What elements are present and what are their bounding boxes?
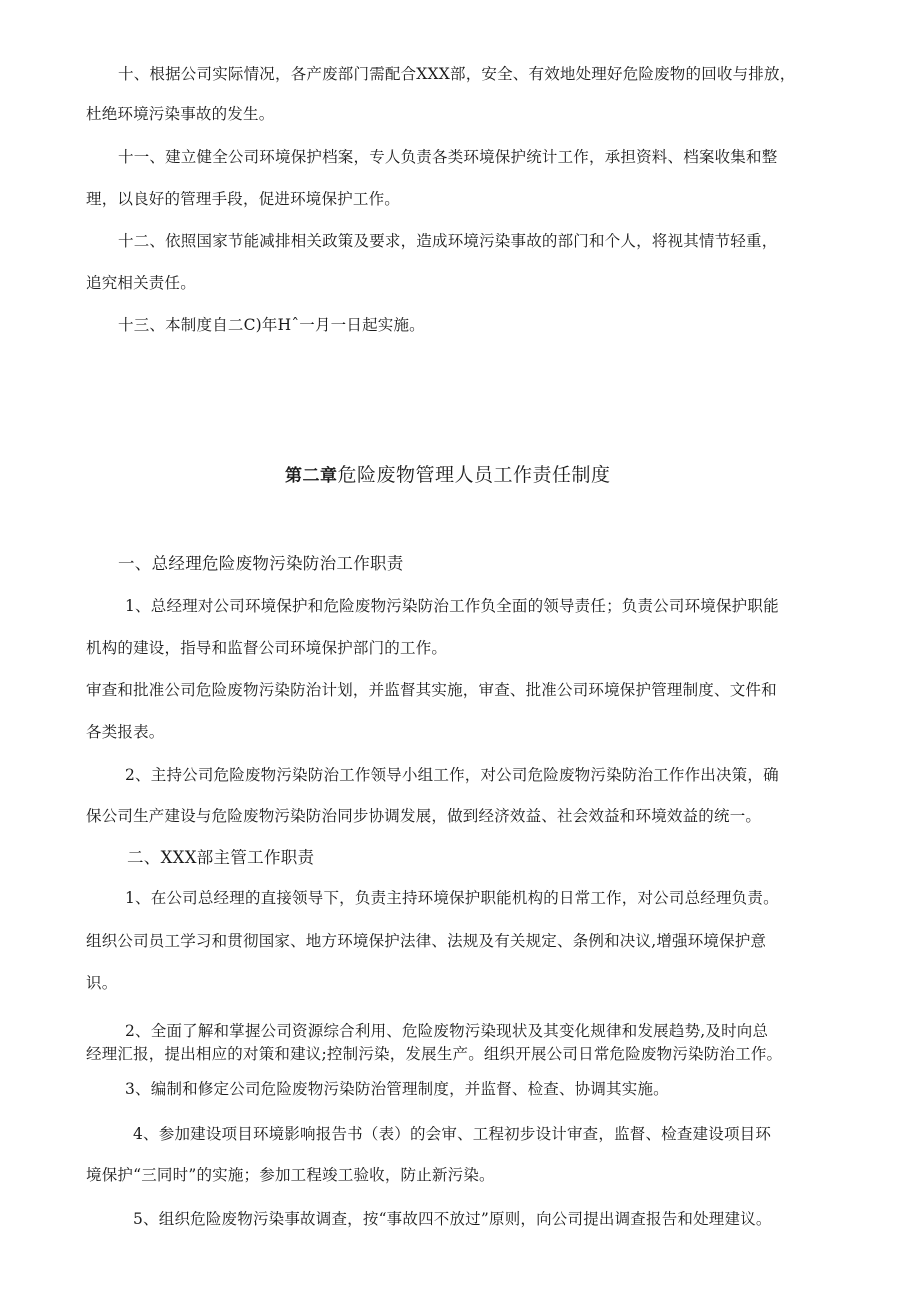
paragraph-line: 机构的建设，指导和监督公司环境保护部门的工作。 bbox=[86, 639, 448, 657]
chapter-title bbox=[285, 463, 611, 488]
paragraph-line: 2、主持公司危险废物污染防治工作领导小组工作，对公司危险废物污染防治工作作出决策，确 bbox=[125, 766, 779, 784]
section-heading: 二、XXX部主管工作职责 bbox=[127, 848, 315, 867]
paragraph-line: 十、根据公司实际情况，各产废部门需配合XXX部，安全、有效地处理好危险废物的回收与排放， bbox=[118, 65, 796, 83]
paragraph-line: 2、全面了解和掌握公司资源综合利用、危险废物污染现状及其变化规律和发展趋势,及时向总 bbox=[125, 1022, 769, 1040]
paragraph-line: 1、总经理对公司环境保护和危险废物污染防治工作负全面的领导责任；负责公司环境保护职能 bbox=[125, 597, 779, 615]
paragraph-line: 经理汇报，提出相应的对策和建议;控制污染，发展生产。组织开展公司日常危险废物污染防治工作。 bbox=[86, 1045, 783, 1063]
paragraph-line: 3、编制和修定公司危险废物污染防治管理制度，并监督、检查、协调其实施。 bbox=[125, 1080, 669, 1098]
paragraph-line: 十二、依照国家节能减排相关政策及要求，造成环境污染事故的部门和个人，将视其情节轻重， bbox=[118, 232, 778, 250]
paragraph-line: 4、参加建设项目环境影响报告书（表）的会审、工程初步设计审查，监督、检查建设项目环 bbox=[133, 1125, 772, 1143]
section-heading: 一、总经理危险废物污染防治工作职责 bbox=[118, 554, 404, 573]
paragraph-line: 保公司生产建设与危险废物污染防治同步协调发展，做到经济效益、社会效益和环境效益的统一。 bbox=[86, 807, 762, 825]
chapter-name: 危险废物管理人员工作责任制度 bbox=[337, 464, 611, 486]
paragraph-line: 各类报表。 bbox=[86, 723, 165, 741]
paragraph-line: 十三、本制度自二C)年Hˆ一月一日起实施。 bbox=[118, 316, 425, 334]
paragraph-line: 审查和批准公司危险废物污染防治计划，并监督其实施，审查、批准公司环境保护管理制度、文件和 bbox=[86, 681, 777, 699]
paragraph-line: 5、组织危险废物污染事故调查，按“事故四不放过”原则，向公司提出调查报告和处理建议。 bbox=[133, 1210, 772, 1228]
paragraph-line: 理，以良好的管理手段，促进环境保护工作。 bbox=[86, 190, 401, 208]
paragraph-line: 组织公司员工学习和贯彻国家、地方环境保护法律、法规及有关规定、条例和决议,增强环境保护意 bbox=[86, 932, 767, 950]
paragraph-line: 识。 bbox=[86, 974, 118, 992]
paragraph-line: 境保护“三同时”的实施；参加工程竣工验收，防止新污染。 bbox=[86, 1166, 495, 1184]
paragraph-line: 1、在公司总经理的直接领导下，负责主持环境保护职能机构的日常工作，对公司总经理负责。 bbox=[125, 889, 779, 907]
chapter-number: 第二章 bbox=[285, 466, 338, 486]
paragraph-line: 十一、建立健全公司环境保护档案，专人负责各类环境保护统计工作，承担资料、档案收集和整 bbox=[118, 148, 778, 166]
paragraph-line: 杜绝环境污染事故的发生。 bbox=[86, 105, 275, 123]
paragraph-line: 追究相关责任。 bbox=[86, 274, 196, 292]
